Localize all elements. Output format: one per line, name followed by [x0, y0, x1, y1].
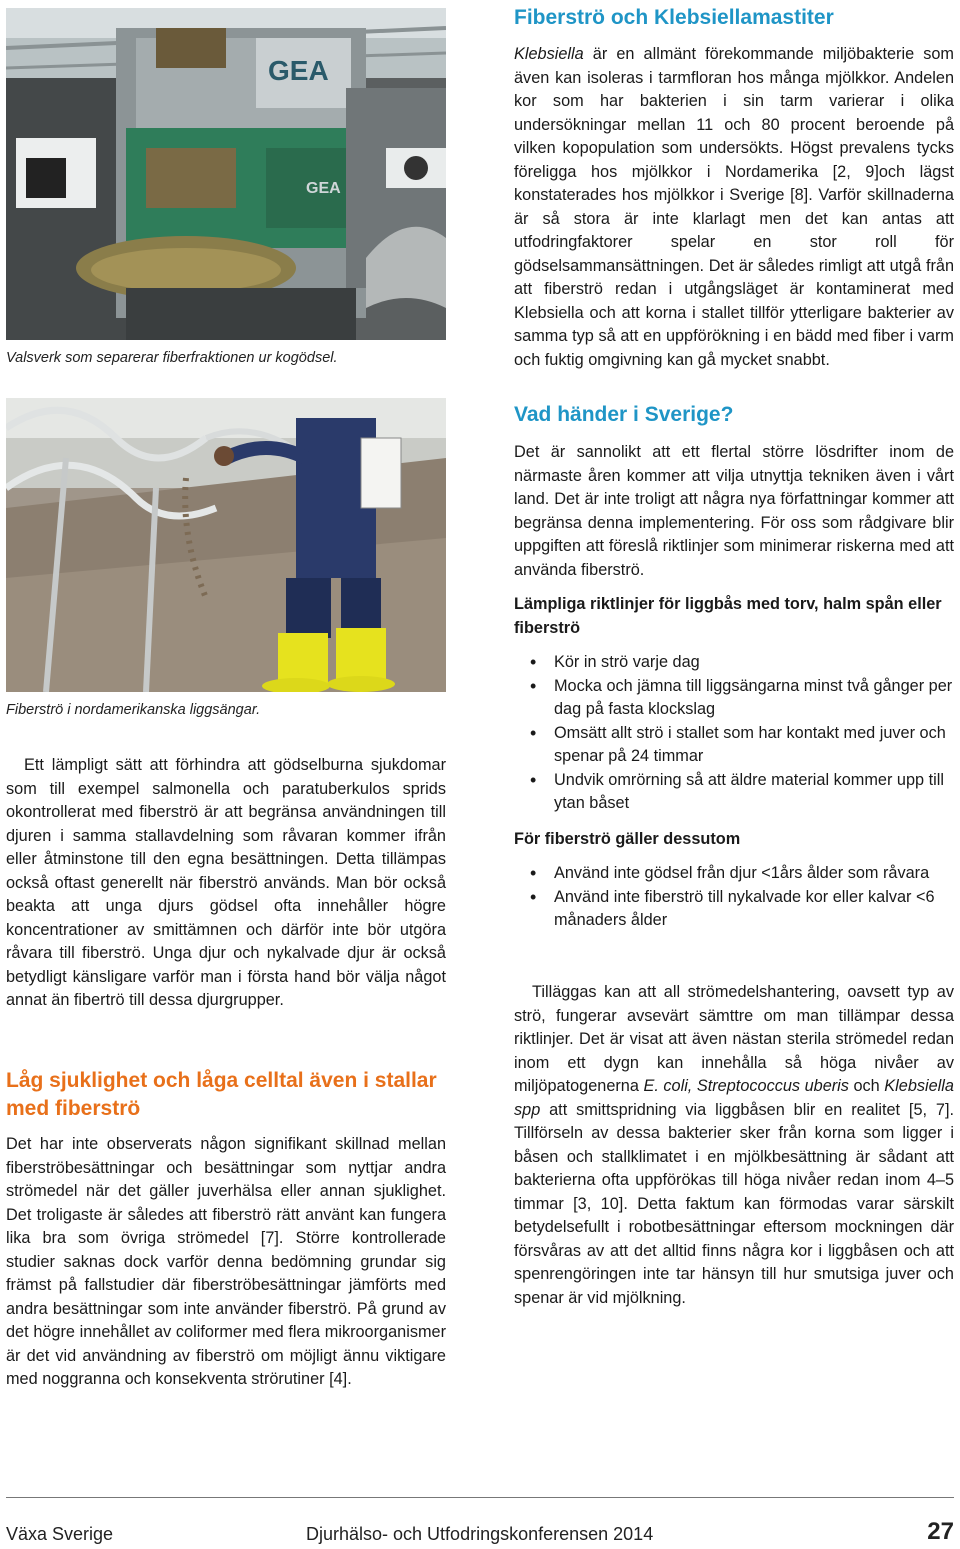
fiber-extra-list — [514, 862, 954, 933]
list-item: • Undvik omrörning så att äldre material kommer upp till ytan båset — [514, 769, 954, 816]
guidelines-list — [514, 651, 954, 816]
right-paragraph-3-c: att smittspridning via liggbåsen blir en realitet [5, 7]. Tillförseln av dessa bakterier sker från korna som ligger i båsen och stallklimatet i en mjölkbesättning är sådant att bakterierna ofta uppförökas till höga nivåer redan inom 4–5 timmar [3, 10]. Detta faktum kan förmodas varar särskilt betydelsefullt i robotbesättningar eftersom mockningen där försvåras av att det alltid finns några kor i liggbåsen och att spenrengöringen inte tar hänsyn till hur smutsiga juver och spenar är vid mjölkning. — [514, 1100, 954, 1307]
right-paragraph-1 — [514, 43, 954, 372]
pathogen-terms: E. coli, Streptococcus uberis — [643, 1077, 849, 1095]
right-heading-sverige: Vad händer i Sverige? — [514, 403, 734, 426]
left-section-heading: Låg sjuklighet och låga celltal även i stallar med fiberströ — [6, 1069, 437, 1120]
right-heading-klebsiella: Fiberströ och Klebsiellamastiter — [514, 6, 834, 29]
right-paragraph-2: Det är sannolikt att ett flertal större lösdrifter inom de närmaste åren kommer att vilja utnyttja tekniken även i vårt land. Det är inte troligt att några nya författningar kommer att begränsa denna implementering. För oss som rådgivare blir uppgiften att föreslå riktlinjer som minimerar riskerna med att använda fiberströ. — [514, 443, 954, 579]
svg-text:GEA: GEA — [268, 55, 329, 86]
svg-text:GEA: GEA — [306, 180, 341, 197]
photo-roller-press — [6, 8, 446, 340]
photo-bedding-stalls — [6, 398, 446, 692]
footer-conference: Djurhälso- och Utfodringskonferensen 2014 — [306, 1524, 654, 1544]
guidelines-subheading: Lämpliga riktlinjer för liggbås med torv, halm spån eller fiberströ — [514, 595, 942, 637]
photo2-caption: Fiberströ i nordamerikanska liggsängar. — [6, 702, 261, 718]
fiber-extra-subheading: För fiberströ gäller dessutom — [514, 830, 741, 848]
list-item: • Kör in strö varje dag — [514, 651, 954, 675]
right-paragraph-3-b: och — [848, 1077, 885, 1095]
footer-divider — [6, 1497, 954, 1498]
right-paragraph-1-text: är en allmänt förekommande miljöbakterie som även kan isoleras i tarmfloran hos många mjölkkor. Andelen kor som har bakterien i sin tarm varierar i olika undersökningar mellan 11 och 80 procent beroende på vilken kopopulation som undersökts. Högst prevalens tycks föreligga hos mjölkkor i Nordamerika [2, 9]och lägst konstaterades hos mjölkkor i Sverige [8]. Varför skillnaderna är så stora är inte klarlagt men det kan antas att utfodringfaktorer spelar en stor roll för gödselsammansättningen. Det är således rimligt att utgå från att fiberströ redan i utgångsläget är kontaminerat med Klebsiella och att korna i stallet tillför ytterligare bakterier av samma typ så att en uppförökning i en bädd med fiber i varm och fuktig omgivning kan gå mycket snabbt. — [514, 45, 954, 369]
klebsiella-term: Klebsiella — [514, 45, 584, 63]
photo1-caption: Valsverk som separerar fiberfraktionen ur kogödsel. — [6, 350, 338, 366]
klebsiella-spp-term: Klebsiella spp — [514, 1077, 954, 1119]
list-item: • Använd inte fiberströ till nykalvade kor eller kalvar <6 månaders ålder — [514, 886, 954, 933]
page-number: 27 — [927, 1518, 954, 1545]
right-paragraph-3-a: Tilläggas kan att all strömedelshantering, oavsett typ av strö, fungerar avsevärt sämttre om man tillämpar dessa riktlinjer. Det är visat att även nästan sterila strömedel redan inom ett dygn kan innehålla så höga nivåer av miljöpatogenerna — [514, 983, 954, 1095]
list-item: • Mocka och jämna till liggsängarna minst två gånger per dag på fasta klockslag — [514, 675, 954, 722]
right-paragraph-3 — [514, 981, 954, 1310]
footer-organization: Växa Sverige — [6, 1524, 114, 1544]
left-paragraph-1: Ett lämpligt sätt att förhindra att gödselburna sjukdomar som till exempel salmonella och paratuberkulos sprids okontrollerat med fiberströ är att begränsa användningen till djuren i samma stallavdelning som råvaran kommer ifrån eller åtminstone till den egna besättningen. Detta tillämpas också oftast generellt när fiberströ används. Man bör också beakta att unga djurs gödsel ofta innehåller högre koncentrationer av smittämnen och därför inte bör utgöra råvara till fiberströ. Unga djur och nykalvade djur är också betydligt känsligare varför man i första hand bör välja något annat än fibertrö till dessa djurgrupper. — [6, 756, 446, 1009]
list-item: • Omsätt allt strö i stallet som har kontakt med juver och spenar på 24 timmar — [514, 722, 954, 769]
list-item: • Använd inte gödsel från djur <1års ålder som råvara — [514, 862, 954, 886]
left-paragraph-2: Det har inte observerats någon signifikant skillnad mellan fiberströbesättningar och besättningar som nyttjar andra strömedel när det gäller juverhälsa eller annan sjuklighet. Det troligaste är således att fiberströ rätt använt kan fungera lika bra som övriga strömedel [7]. Större kontrollerade studier saknas dock varför denna bedömning grundar sig främst på fallstudier där fiberströbesättningar jämförts med andra besättningar som inte använder fiberströ. På grund av det högre innehållet av coliformer med flera mikroorganismer är det vid användning av fiberströ om möjligt ännu viktigare med noggranna och konsekventa strörutiner [4]. — [6, 1135, 446, 1388]
